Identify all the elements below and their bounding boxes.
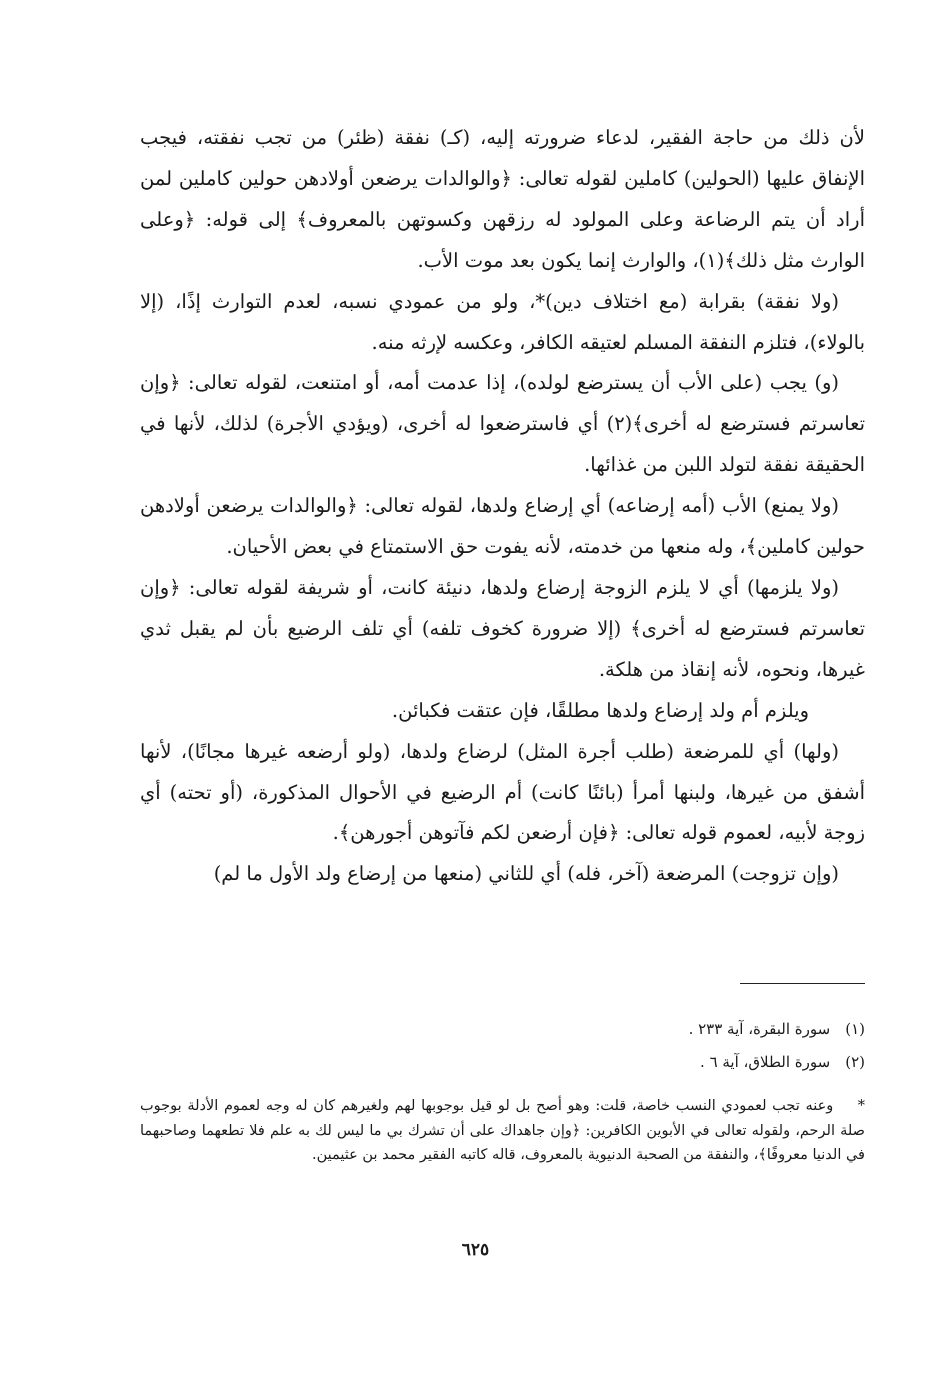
paragraph-1: لأن ذلك من حاجة الفقير، لدعاء ضرورته إليه، (كـ) نفقة (ظئر) من تجب نفقته، فيجب الإنفاق عليها (الحولين) كاملين لقوله تعالى: ﴿والوالدات يرضعن أولادهن حولين كاملين لمن أراد أن يتم الرضاعة وعلى المولود له رزقهن وكسوتهن بالمعروف﴾ إلى قوله: ﴿وعلى الوارث مثل ذلك﴾(١)، والوارث إنما يكون بعد موت الأب. <box>140 126 865 272</box>
footnote-2 <box>140 1049 865 1075</box>
main-text <box>140 118 865 895</box>
paragraph-5: (ولا يلزمها) أي لا يلزم الزوجة إرضاع ولدها، دنيئة كانت، أو شريفة لقوله تعالى: ﴿وإن تعاسرتم فسترضع له أخرى﴾ (إلا ضرورة كخوف تلفه) أي تلف الرضيع بأن لم يقبل ثدي غيرها، ونحوه، لأنه إنقاذ من هلكة. <box>140 575 865 681</box>
paragraph-7: (ولها) أي للمرضعة (طلب أجرة المثل) لرضاع ولدها، (ولو أرضعه غيرها مجانًا)، لأنها أشفق من غيرها، ولبنها أمرأ (بائنًا كانت) أم الرضيع في الأحوال المذكورة، (أو تحته) أي زوجة لأبيه، لعموم قوله تعالى: ﴿فإن أرضعن لكم فآتوهن أجورهن﴾. <box>140 739 865 845</box>
paragraph-4: (ولا يمنع) الأب (أمه إرضاعه) أي إرضاع ولدها، لقوله تعالى: ﴿والوالدات يرضعن أولادهن حولين كاملين﴾، وله منعها من خدمته، لأنه يفوت حق الاستمتاع في بعض الأحيان. <box>140 494 865 559</box>
paragraph-6: ويلزم أم ولد إرضاع ولدها مطلقًا، فإن عتقت فكبائن. <box>391 698 809 722</box>
footnote-2-number: (٢) <box>845 1053 865 1071</box>
page-number: ٦٢٥ <box>461 1240 490 1260</box>
footnote-star-text: وعنه تجب لعمودي النسب خاصة، قلت: وهو أصح بل لو قيل بوجوبها لهم ولغيرهم كان له وجه لعموم الأدلة بوجوب صلة الرحم، ولقوله تعالى في الأبوين الكافرين: ﴿وإن جاهداك على أن تشرك بي ما ليس لك به علم فلا تطعهما وصاحبهما في الدنيا معروفًا﴾، والنفقة من الصحبة الدنيوية بالمعروف، قاله كاتبه الفقير محمد بن عثيمين. <box>140 1098 865 1163</box>
paragraph-8: (وإن تزوجت) المرضعة (آخر، فله) أي للثاني (منعها من إرضاع ولد الأول ما لم) <box>213 862 839 886</box>
footnote-1-number: (١) <box>845 1020 865 1038</box>
footnote-star <box>140 1094 865 1168</box>
footnote-divider <box>740 983 865 984</box>
footnote-1-text: سورة البقرة، آية ٢٣٣ . <box>688 1020 831 1038</box>
footnote-star-mark: * <box>857 1098 865 1114</box>
paragraph-3: (و) يجب (على الأب أن يسترضع لولده)، إذا عدمت أمه، أو امتنعت، لقوله تعالى: ﴿وإن تعاسرتم فسترضع له أخرى﴾(٢) أي فاسترضعوا له أخرى، (ويؤدي الأجرة) لذلك، لأنها في الحقيقة نفقة لتولد اللبن من غذائها. <box>140 371 865 477</box>
footnote-1 <box>140 1016 865 1042</box>
footnote-2-text: سورة الطلاق، آية ٦ . <box>700 1053 831 1071</box>
paragraph-2: (ولا نفقة) بقرابة (مع اختلاف دين)*، ولو من عمودي نسبه، لعدم التوارث إذًا، (إلا بالولاء)، فتلزم النفقة المسلم لعتيقه الكافر، وعكسه لإرثه منه. <box>140 289 865 354</box>
